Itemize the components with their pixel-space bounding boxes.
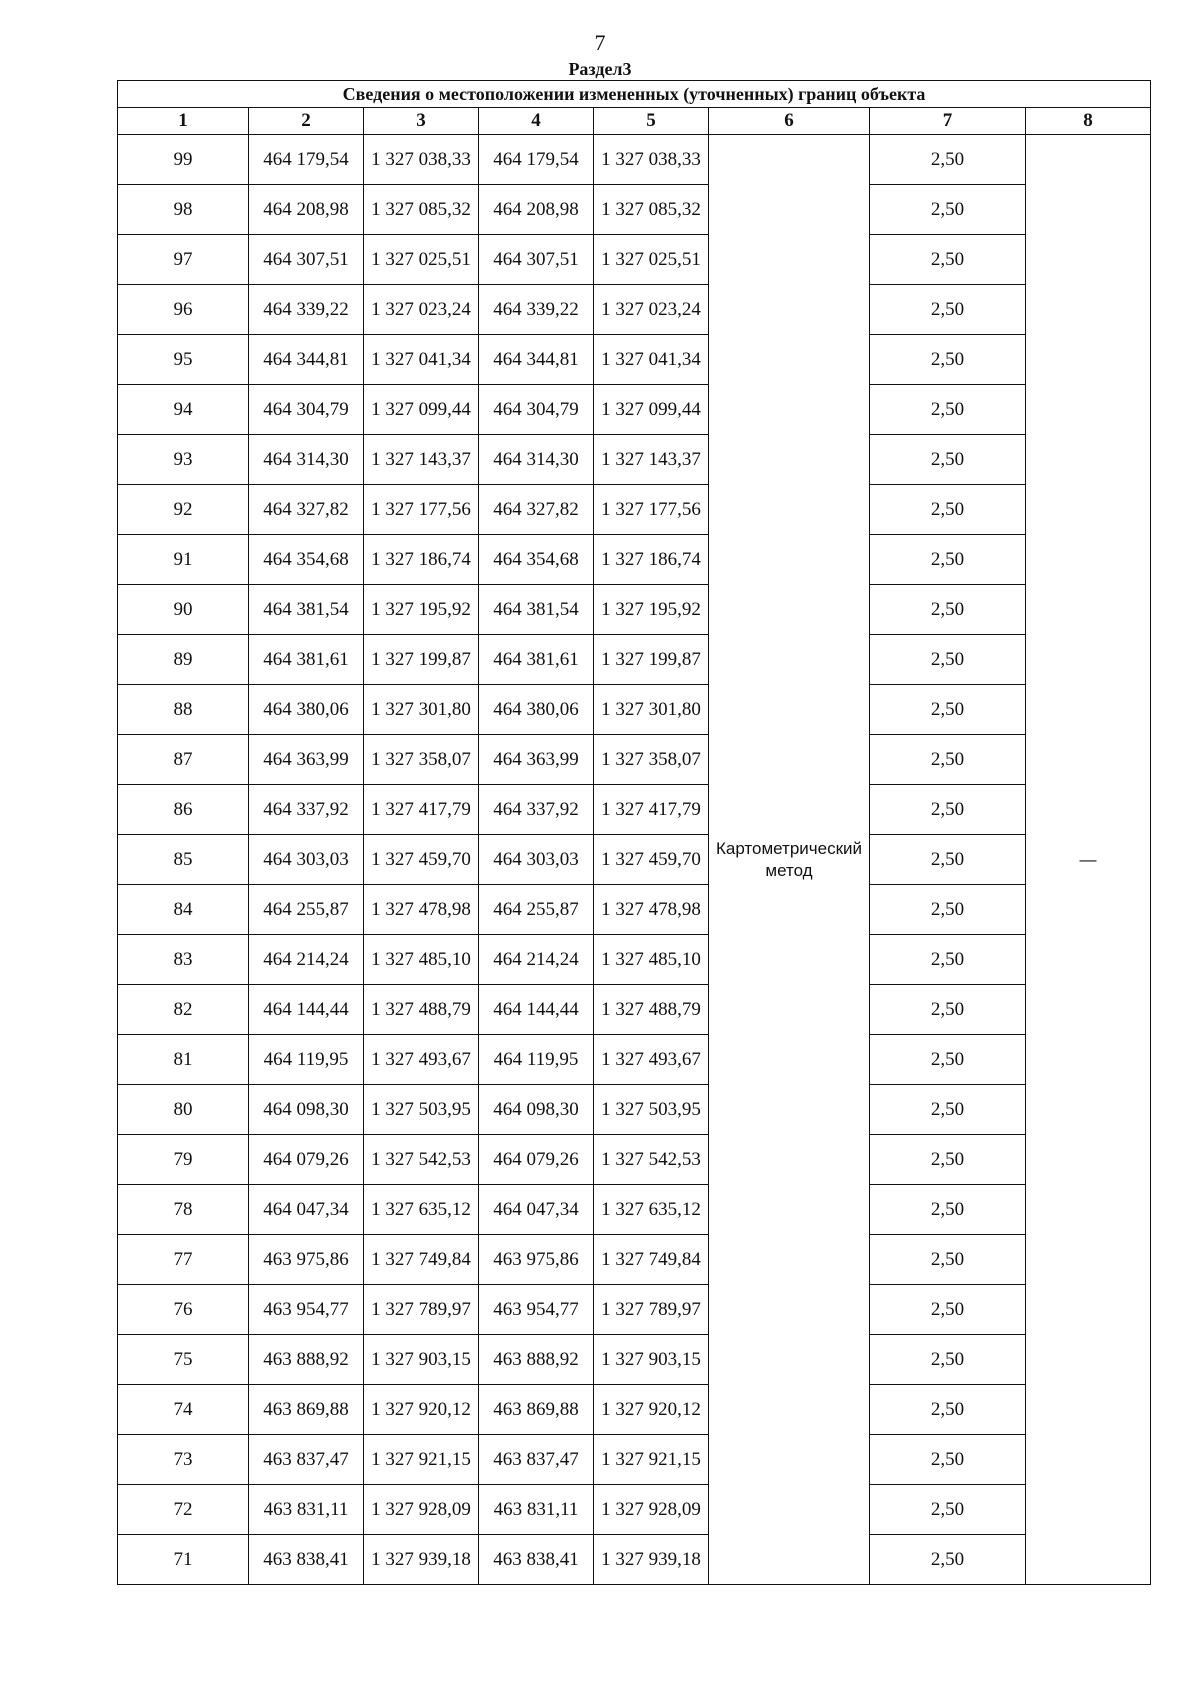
accuracy-value: 2,50 bbox=[870, 1285, 1026, 1335]
boundary-coordinates-table bbox=[117, 80, 1151, 1585]
table-row bbox=[118, 685, 1151, 735]
coordinate-y-new: 1 327 301,80 bbox=[594, 685, 709, 735]
coordinate-x-existing: 464 179,54 bbox=[249, 135, 364, 185]
coordinate-x-new: 464 255,87 bbox=[479, 885, 594, 935]
coordinate-y-new: 1 327 023,24 bbox=[594, 285, 709, 335]
coordinate-y-new: 1 327 041,34 bbox=[594, 335, 709, 385]
coordinate-x-new: 464 337,92 bbox=[479, 785, 594, 835]
coordinate-x-existing: 464 354,68 bbox=[249, 535, 364, 585]
coordinate-x-existing: 464 344,81 bbox=[249, 335, 364, 385]
point-number: 98 bbox=[118, 185, 249, 235]
point-number: 90 bbox=[118, 585, 249, 635]
coordinate-x-new: 464 354,68 bbox=[479, 535, 594, 585]
coordinate-x-new: 464 327,82 bbox=[479, 485, 594, 535]
coordinate-y-new: 1 327 358,07 bbox=[594, 735, 709, 785]
coordinate-y-new: 1 327 903,15 bbox=[594, 1335, 709, 1385]
table-row bbox=[118, 785, 1151, 835]
coordinate-x-existing: 464 079,26 bbox=[249, 1135, 364, 1185]
coordinate-x-existing: 464 144,44 bbox=[249, 985, 364, 1035]
table-row bbox=[118, 1185, 1151, 1235]
coordinate-x-existing: 464 098,30 bbox=[249, 1085, 364, 1135]
column-8-value: — bbox=[1026, 135, 1151, 1585]
coordinate-x-new: 463 838,41 bbox=[479, 1535, 594, 1585]
table-body bbox=[118, 135, 1151, 1585]
coordinate-x-new: 464 339,22 bbox=[479, 285, 594, 335]
accuracy-value: 2,50 bbox=[870, 1485, 1026, 1535]
accuracy-value: 2,50 bbox=[870, 1535, 1026, 1585]
coordinate-y-new: 1 327 928,09 bbox=[594, 1485, 709, 1535]
accuracy-value: 2,50 bbox=[870, 735, 1026, 785]
point-number: 94 bbox=[118, 385, 249, 435]
table-row bbox=[118, 1435, 1151, 1485]
table-header-row bbox=[118, 108, 1151, 135]
coordinate-x-existing: 464 303,03 bbox=[249, 835, 364, 885]
table-row bbox=[118, 985, 1151, 1035]
column-header: 5 bbox=[594, 108, 709, 135]
table-row bbox=[118, 1485, 1151, 1535]
accuracy-value: 2,50 bbox=[870, 285, 1026, 335]
coordinate-y-new: 1 327 493,67 bbox=[594, 1035, 709, 1085]
coordinate-x-existing: 463 975,86 bbox=[249, 1235, 364, 1285]
coordinate-x-new: 464 047,34 bbox=[479, 1185, 594, 1235]
coordinate-y-new: 1 327 417,79 bbox=[594, 785, 709, 835]
table-row bbox=[118, 285, 1151, 335]
coordinate-y-new: 1 327 478,98 bbox=[594, 885, 709, 935]
coordinate-y-new: 1 327 038,33 bbox=[594, 135, 709, 185]
coordinate-y-new: 1 327 542,53 bbox=[594, 1135, 709, 1185]
point-number: 93 bbox=[118, 435, 249, 485]
coordinate-x-existing: 464 363,99 bbox=[249, 735, 364, 785]
column-header: 4 bbox=[479, 108, 594, 135]
coordinate-y-existing: 1 327 358,07 bbox=[364, 735, 479, 785]
point-number: 78 bbox=[118, 1185, 249, 1235]
point-number: 80 bbox=[118, 1085, 249, 1135]
coordinate-x-existing: 464 214,24 bbox=[249, 935, 364, 985]
coordinate-y-existing: 1 327 503,95 bbox=[364, 1085, 479, 1135]
column-header: 6 bbox=[709, 108, 870, 135]
table-row bbox=[118, 385, 1151, 435]
accuracy-value: 2,50 bbox=[870, 1335, 1026, 1385]
coordinate-y-existing: 1 327 749,84 bbox=[364, 1235, 479, 1285]
table-row bbox=[118, 335, 1151, 385]
coordinate-y-existing: 1 327 928,09 bbox=[364, 1485, 479, 1535]
table-row bbox=[118, 185, 1151, 235]
accuracy-value: 2,50 bbox=[870, 1435, 1026, 1485]
section-title: Раздел3 bbox=[568, 59, 632, 79]
table-row bbox=[118, 1085, 1151, 1135]
coordinate-x-existing: 464 381,54 bbox=[249, 585, 364, 635]
coordinate-y-existing: 1 327 485,10 bbox=[364, 935, 479, 985]
point-number: 73 bbox=[118, 1435, 249, 1485]
accuracy-value: 2,50 bbox=[870, 385, 1026, 435]
column-header: 1 bbox=[118, 108, 249, 135]
table-row bbox=[118, 835, 1151, 885]
coordinate-y-existing: 1 327 635,12 bbox=[364, 1185, 479, 1235]
accuracy-value: 2,50 bbox=[870, 135, 1026, 185]
accuracy-value: 2,50 bbox=[870, 1135, 1026, 1185]
coordinate-x-new: 464 304,79 bbox=[479, 385, 594, 435]
coordinate-y-new: 1 327 099,44 bbox=[594, 385, 709, 435]
coordinate-y-new: 1 327 025,51 bbox=[594, 235, 709, 285]
coordinate-y-existing: 1 327 920,12 bbox=[364, 1385, 479, 1435]
table-row bbox=[118, 485, 1151, 535]
coordinate-y-existing: 1 327 542,53 bbox=[364, 1135, 479, 1185]
point-number: 71 bbox=[118, 1535, 249, 1585]
coordinate-y-existing: 1 327 041,34 bbox=[364, 335, 479, 385]
point-number: 87 bbox=[118, 735, 249, 785]
point-number: 84 bbox=[118, 885, 249, 935]
accuracy-value: 2,50 bbox=[870, 485, 1026, 535]
coordinate-x-existing: 464 381,61 bbox=[249, 635, 364, 685]
coordinate-x-existing: 463 888,92 bbox=[249, 1335, 364, 1385]
table-row bbox=[118, 1135, 1151, 1185]
point-number: 76 bbox=[118, 1285, 249, 1335]
coordinate-y-new: 1 327 199,87 bbox=[594, 635, 709, 685]
coordinate-y-existing: 1 327 301,80 bbox=[364, 685, 479, 735]
table-row bbox=[118, 885, 1151, 935]
table-row bbox=[118, 135, 1151, 185]
coordinate-y-existing: 1 327 493,67 bbox=[364, 1035, 479, 1085]
coordinate-x-existing: 464 119,95 bbox=[249, 1035, 364, 1085]
accuracy-value: 2,50 bbox=[870, 885, 1026, 935]
coordinate-x-new: 464 144,44 bbox=[479, 985, 594, 1035]
accuracy-value: 2,50 bbox=[870, 235, 1026, 285]
coordinate-x-existing: 464 208,98 bbox=[249, 185, 364, 235]
coordinate-y-existing: 1 327 186,74 bbox=[364, 535, 479, 585]
coordinate-y-new: 1 327 195,92 bbox=[594, 585, 709, 635]
point-number: 88 bbox=[118, 685, 249, 735]
coordinate-x-new: 463 869,88 bbox=[479, 1385, 594, 1435]
accuracy-value: 2,50 bbox=[870, 785, 1026, 835]
coordinate-x-new: 463 954,77 bbox=[479, 1285, 594, 1335]
coordinate-x-existing: 463 954,77 bbox=[249, 1285, 364, 1335]
point-number: 81 bbox=[118, 1035, 249, 1085]
point-number: 95 bbox=[118, 335, 249, 385]
coordinate-y-existing: 1 327 921,15 bbox=[364, 1435, 479, 1485]
table-row bbox=[118, 1385, 1151, 1435]
coordinate-x-new: 464 119,95 bbox=[479, 1035, 594, 1085]
point-number: 83 bbox=[118, 935, 249, 985]
accuracy-value: 2,50 bbox=[870, 585, 1026, 635]
coordinate-x-new: 463 837,47 bbox=[479, 1435, 594, 1485]
coordinate-y-new: 1 327 177,56 bbox=[594, 485, 709, 535]
table-row bbox=[118, 1035, 1151, 1085]
coordinate-y-existing: 1 327 903,15 bbox=[364, 1335, 479, 1385]
accuracy-value: 2,50 bbox=[870, 1235, 1026, 1285]
table-row bbox=[118, 1235, 1151, 1285]
coordinate-y-existing: 1 327 789,97 bbox=[364, 1285, 479, 1335]
coordinate-x-new: 463 888,92 bbox=[479, 1335, 594, 1385]
point-number: 82 bbox=[118, 985, 249, 1035]
coordinate-y-new: 1 327 085,32 bbox=[594, 185, 709, 235]
table-row bbox=[118, 935, 1151, 985]
table-row bbox=[118, 635, 1151, 685]
coordinate-x-new: 463 975,86 bbox=[479, 1235, 594, 1285]
coordinate-x-existing: 464 047,34 bbox=[249, 1185, 364, 1235]
point-number: 85 bbox=[118, 835, 249, 885]
accuracy-value: 2,50 bbox=[870, 935, 1026, 985]
coordinate-y-new: 1 327 503,95 bbox=[594, 1085, 709, 1135]
coordinate-x-existing: 464 327,82 bbox=[249, 485, 364, 535]
point-number: 77 bbox=[118, 1235, 249, 1285]
column-header: 7 bbox=[870, 108, 1026, 135]
coordinate-y-existing: 1 327 488,79 bbox=[364, 985, 479, 1035]
coordinate-x-existing: 464 314,30 bbox=[249, 435, 364, 485]
table-row bbox=[118, 235, 1151, 285]
table-caption-row bbox=[118, 81, 1151, 108]
coordinate-y-new: 1 327 920,12 bbox=[594, 1385, 709, 1435]
coordinate-x-existing: 463 838,41 bbox=[249, 1535, 364, 1585]
coordinate-x-new: 464 214,24 bbox=[479, 935, 594, 985]
coordinate-x-new: 464 208,98 bbox=[479, 185, 594, 235]
coordinate-x-new: 464 079,26 bbox=[479, 1135, 594, 1185]
column-header: 2 bbox=[249, 108, 364, 135]
coordinate-y-existing: 1 327 939,18 bbox=[364, 1535, 479, 1585]
table-caption: Сведения о местоположении измененных (уточненных) границ объекта bbox=[118, 81, 1151, 108]
column-header: 3 bbox=[364, 108, 479, 135]
accuracy-value: 2,50 bbox=[870, 335, 1026, 385]
table-row bbox=[118, 435, 1151, 485]
table-row bbox=[118, 535, 1151, 585]
point-number: 96 bbox=[118, 285, 249, 335]
coordinate-x-new: 464 314,30 bbox=[479, 435, 594, 485]
coordinate-x-new: 464 303,03 bbox=[479, 835, 594, 885]
page-number: 7 bbox=[594, 30, 606, 55]
coordinate-y-existing: 1 327 459,70 bbox=[364, 835, 479, 885]
coordinate-x-new: 464 344,81 bbox=[479, 335, 594, 385]
accuracy-value: 2,50 bbox=[870, 1385, 1026, 1435]
coordinate-y-new: 1 327 939,18 bbox=[594, 1535, 709, 1585]
coordinate-y-existing: 1 327 478,98 bbox=[364, 885, 479, 935]
accuracy-value: 2,50 bbox=[870, 435, 1026, 485]
table-row bbox=[118, 585, 1151, 635]
coordinate-x-existing: 463 837,47 bbox=[249, 1435, 364, 1485]
table-row bbox=[118, 1285, 1151, 1335]
coordinate-x-new: 464 179,54 bbox=[479, 135, 594, 185]
coordinate-y-existing: 1 327 025,51 bbox=[364, 235, 479, 285]
coordinate-y-existing: 1 327 199,87 bbox=[364, 635, 479, 685]
coordinate-x-existing: 464 339,22 bbox=[249, 285, 364, 335]
table-row bbox=[118, 735, 1151, 785]
coordinate-y-existing: 1 327 177,56 bbox=[364, 485, 479, 535]
coordinate-y-new: 1 327 459,70 bbox=[594, 835, 709, 885]
coordinate-x-existing: 464 255,87 bbox=[249, 885, 364, 935]
coordinate-x-existing: 464 307,51 bbox=[249, 235, 364, 285]
table-row bbox=[118, 1535, 1151, 1585]
accuracy-value: 2,50 bbox=[870, 1085, 1026, 1135]
point-number: 74 bbox=[118, 1385, 249, 1435]
coordinate-y-new: 1 327 635,12 bbox=[594, 1185, 709, 1235]
coordinate-x-new: 464 380,06 bbox=[479, 685, 594, 735]
coordinate-y-new: 1 327 186,74 bbox=[594, 535, 709, 585]
coordinate-x-new: 463 831,11 bbox=[479, 1485, 594, 1535]
coordinate-y-existing: 1 327 099,44 bbox=[364, 385, 479, 435]
accuracy-value: 2,50 bbox=[870, 685, 1026, 735]
coordinate-y-new: 1 327 143,37 bbox=[594, 435, 709, 485]
coordinate-y-existing: 1 327 023,24 bbox=[364, 285, 479, 335]
coordinate-x-existing: 463 869,88 bbox=[249, 1385, 364, 1435]
table-row bbox=[118, 1335, 1151, 1385]
coordinate-y-existing: 1 327 085,32 bbox=[364, 185, 479, 235]
accuracy-value: 2,50 bbox=[870, 1035, 1026, 1085]
column-header: 8 bbox=[1026, 108, 1151, 135]
point-number: 79 bbox=[118, 1135, 249, 1185]
coordinate-x-new: 464 381,61 bbox=[479, 635, 594, 685]
point-number: 72 bbox=[118, 1485, 249, 1535]
accuracy-value: 2,50 bbox=[870, 635, 1026, 685]
point-number: 86 bbox=[118, 785, 249, 835]
coordinate-y-existing: 1 327 195,92 bbox=[364, 585, 479, 635]
accuracy-value: 2,50 bbox=[870, 535, 1026, 585]
coordinate-x-new: 464 381,54 bbox=[479, 585, 594, 635]
coordinate-y-existing: 1 327 417,79 bbox=[364, 785, 479, 835]
coordinate-y-new: 1 327 789,97 bbox=[594, 1285, 709, 1335]
point-number: 75 bbox=[118, 1335, 249, 1385]
accuracy-value: 2,50 bbox=[870, 185, 1026, 235]
point-number: 99 bbox=[118, 135, 249, 185]
point-number: 89 bbox=[118, 635, 249, 685]
coordinate-y-existing: 1 327 143,37 bbox=[364, 435, 479, 485]
coordinate-x-existing: 463 831,11 bbox=[249, 1485, 364, 1535]
accuracy-value: 2,50 bbox=[870, 1185, 1026, 1235]
method-cell: Картометрический метод bbox=[709, 135, 870, 1585]
accuracy-value: 2,50 bbox=[870, 835, 1026, 885]
coordinate-x-existing: 464 304,79 bbox=[249, 385, 364, 435]
coordinate-y-new: 1 327 485,10 bbox=[594, 935, 709, 985]
accuracy-value: 2,50 bbox=[870, 985, 1026, 1035]
coordinate-x-existing: 464 380,06 bbox=[249, 685, 364, 735]
coordinate-x-new: 464 307,51 bbox=[479, 235, 594, 285]
coordinate-x-new: 464 098,30 bbox=[479, 1085, 594, 1135]
coordinate-y-new: 1 327 488,79 bbox=[594, 985, 709, 1035]
point-number: 91 bbox=[118, 535, 249, 585]
coordinate-y-new: 1 327 921,15 bbox=[594, 1435, 709, 1485]
coordinate-y-new: 1 327 749,84 bbox=[594, 1235, 709, 1285]
point-number: 97 bbox=[118, 235, 249, 285]
coordinate-x-new: 464 363,99 bbox=[479, 735, 594, 785]
point-number: 92 bbox=[118, 485, 249, 535]
coordinate-x-existing: 464 337,92 bbox=[249, 785, 364, 835]
coordinate-y-existing: 1 327 038,33 bbox=[364, 135, 479, 185]
